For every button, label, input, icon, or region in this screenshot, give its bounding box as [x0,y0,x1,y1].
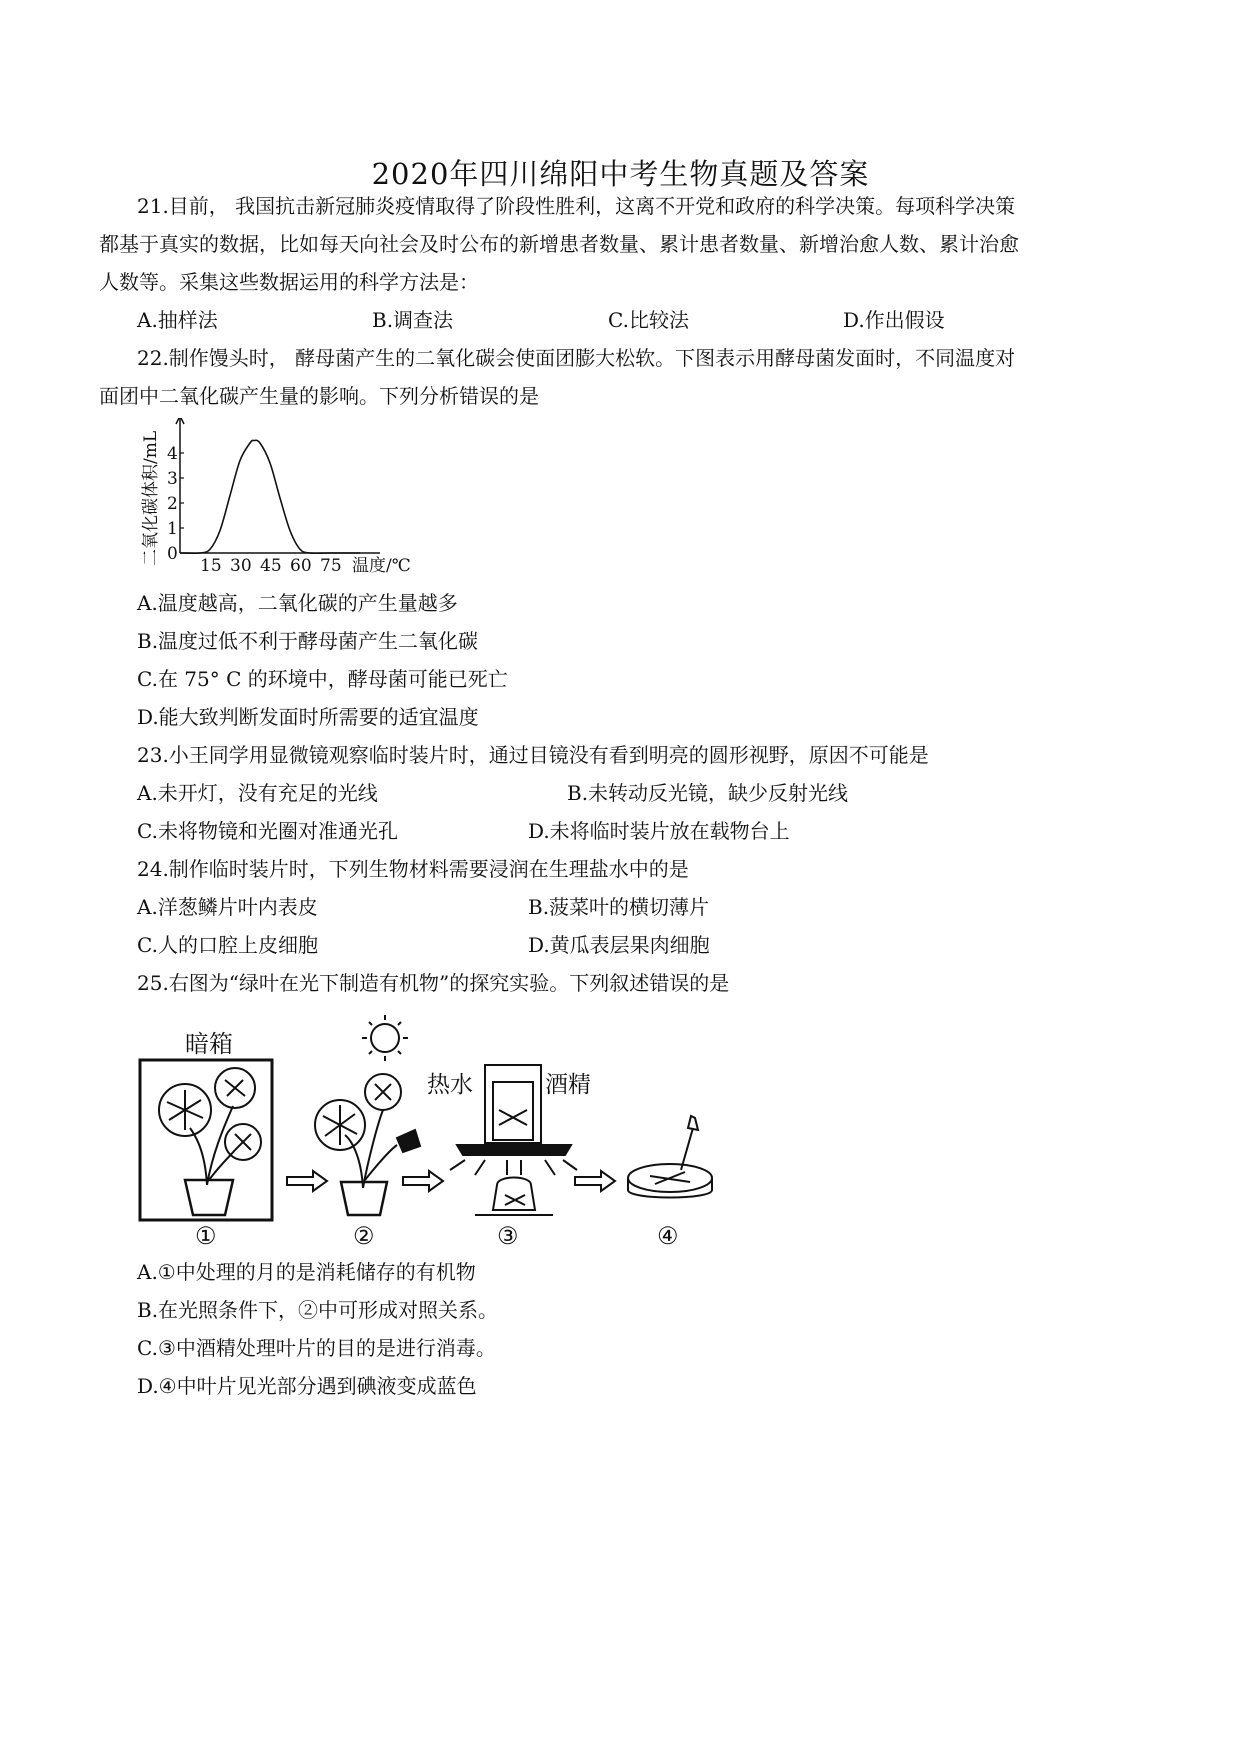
chart-y-ticks [167,444,184,564]
q21-option-d: D.作出假设 [843,308,945,332]
alcohol-label: 酒精 [545,1072,591,1098]
leaf-starch-experiment-figure [135,1010,735,1250]
x-tick-label: 60 [290,556,312,576]
q22-stem-line1: 22.制作馒头时， 酵母菌产生的二氧化碳会使面团膨大松软。下图表示用酵母菌发面时，不同温度对 [137,346,1016,370]
y-tick-label: 3 [167,469,178,489]
step-2-label: ② [353,1222,375,1250]
chart-axes [176,418,380,553]
q22-option-c: C.在 75° C 的环境中，酵母菌可能已死亡 [137,667,508,691]
co2-curve [180,440,360,553]
arrow-1-icon [287,1171,327,1191]
q22-option-b: B.温度过低不利于酵母菌产生二氧化碳 [137,629,479,653]
x-tick-label: 30 [230,556,252,576]
plant-in-dark-box [159,1068,261,1215]
q22-option-d: D.能大致判断发面时所需要的适宜温度 [137,705,479,729]
q25-option-d: D.④中叶片见光部分遇到碘液变成蓝色 [137,1374,477,1398]
q22-option-a: A.温度越高，二氧化碳的产生量越多 [137,591,458,615]
q23-option-c: C.未将物镜和光圈对准通光孔 [137,819,398,843]
y-tick-label: 0 [167,544,178,564]
q21-option-a: A.抽样法 [137,308,218,332]
step-3-label: ③ [497,1222,519,1250]
page-title: 2020年四川绵阳中考生物真题及答案 [371,157,870,191]
hot-water-label: 热水 [427,1072,473,1098]
sun-icon [362,1015,408,1061]
petri-dish-with-dropper [628,1116,712,1198]
y-tick-label: 1 [167,519,178,539]
q23-option-b: B.未转动反光镜，缺少反射光线 [567,781,849,805]
chart-x-ticks [200,556,342,576]
q24-stem: 24.制作临时装片时，下列生物材料需要浸润在生理盐水中的是 [137,857,689,881]
q23-stem: 23.小王同学用显微镜观察临时装片时，通过目镜没有看到明亮的圆形视野，原因不可能是 [137,743,929,767]
arrow-2-icon [403,1171,443,1191]
q24-option-b: B.菠菜叶的横切薄片 [528,895,710,919]
step-4-label: ④ [657,1222,679,1250]
q23-option-d: D.未将临时装片放在载物台上 [528,819,790,843]
arrow-3-icon [575,1171,615,1191]
q21-stem-line1: 21.目前， 我国抗击新冠肺炎疫情取得了阶段性胜利，这离不开党和政府的科学决策。每项科学决策 [137,194,1016,218]
x-tick-label: 45 [260,556,282,576]
q24-option-c: C.人的口腔上皮细胞 [137,933,318,957]
step-1-label: ① [195,1222,217,1250]
q25-stem: 25.右图为“绿叶在光下制造有机物”的探究实验。下列叙述错误的是 [137,971,730,995]
q25-option-b: B.在光照条件下，②中可形成对照关系。 [137,1298,499,1322]
y-tick-label: 2 [167,494,178,514]
plant-in-light [315,1074,420,1215]
q24-option-a: A.洋葱鳞片叶内表皮 [137,895,318,919]
dark-box [140,1060,272,1220]
q21-stem-line2: 都基于真实的数据，比如每天向社会及时公布的新增患者数量、累计患者数量、新增治愈人数、累计治愈 [99,232,1019,256]
co2-temperature-chart [140,418,430,583]
q21-stem-line3: 人数等。采集这些数据运用的科学方法是： [99,270,479,294]
q21-option-c: C.比较法 [608,308,689,332]
q23-option-a: A.未开灯，没有充足的光线 [137,781,378,805]
y-tick-label: 4 [167,444,178,464]
q24-option-d: D.黄瓜表层果肉细胞 [528,933,710,957]
x-tick-label: 75 [320,556,342,576]
chart-x-axis-label: 温度/℃ [352,556,411,576]
dark-box-label: 暗箱 [185,1030,233,1058]
q21-option-b: B.调查法 [372,308,454,332]
q25-option-c: C.③中酒精处理叶片的目的是进行消毒。 [137,1336,496,1360]
x-tick-label: 15 [200,556,222,576]
q25-option-a: A.①中处理的月的是消耗储存的有机物 [137,1260,476,1284]
q22-stem-line2: 面团中二氧化碳产生量的影响。下列分析错误的是 [99,384,539,408]
chart-y-axis-label: 二氧化碳体积/mL [141,430,161,566]
